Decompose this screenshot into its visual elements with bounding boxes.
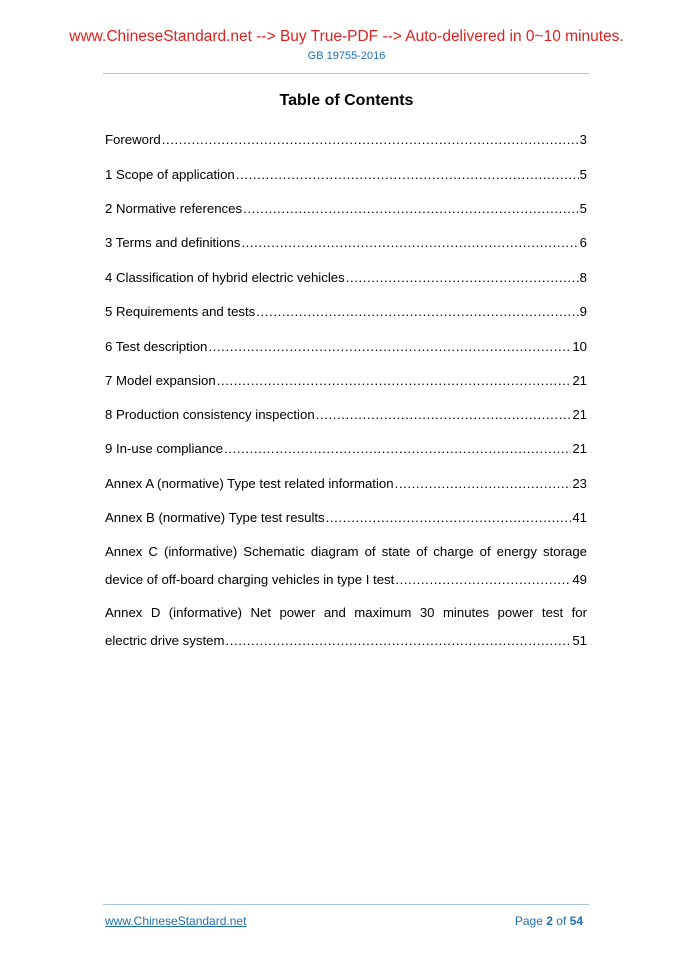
toc-entry-text: Annex B (normative) Type test results xyxy=(105,510,325,525)
page-number xyxy=(515,914,583,928)
toc-entry-page: 21 xyxy=(572,441,587,456)
toc-leader-dots xyxy=(395,570,571,590)
toc-entry-page: 49 xyxy=(572,572,587,587)
toc-entry-page: 6 xyxy=(579,235,587,250)
toc-entry-text: 1 Scope of application xyxy=(105,167,235,182)
document-id: GB 19755-2016 xyxy=(307,50,386,62)
toc-entry-page: 23 xyxy=(572,476,587,491)
toc-entry-text: 3 Terms and definitions xyxy=(105,235,241,250)
toc-entry-page: 41 xyxy=(572,510,587,525)
toc-leader-dots xyxy=(346,268,579,288)
toc-entry-text: 7 Model expansion xyxy=(105,373,216,388)
toc-leader-dots xyxy=(256,302,578,322)
page-total: 54 xyxy=(569,914,583,928)
toc-entry-in-use-compliance[interactable] xyxy=(105,439,587,459)
toc-entry-page: 8 xyxy=(579,270,587,285)
toc-entry-annex-a[interactable] xyxy=(105,474,587,494)
toc-entry-text: electric drive system xyxy=(105,633,225,648)
toc-entry-model-expansion[interactable] xyxy=(105,371,587,391)
toc-entry-text: 9 In-use compliance xyxy=(105,441,224,456)
header-divider xyxy=(103,73,589,74)
toc-leader-dots xyxy=(162,130,579,150)
toc-leader-dots xyxy=(316,405,572,425)
toc-leader-dots xyxy=(241,233,578,253)
toc-entry-page: 9 xyxy=(579,304,587,319)
toc-entry-scope[interactable] xyxy=(105,165,587,185)
toc-entry-terms-definitions[interactable] xyxy=(105,233,587,253)
toc-entry-text: 2 Normative references xyxy=(105,201,243,216)
toc-leader-dots xyxy=(243,199,579,219)
toc-entry-page: 5 xyxy=(579,201,587,216)
toc-leader-dots xyxy=(395,474,572,494)
toc-leader-dots xyxy=(326,508,572,528)
toc-leader-dots xyxy=(208,337,571,357)
toc-entry-annex-d[interactable] xyxy=(105,631,587,651)
toc-entry-text: 8 Production consistency inspection xyxy=(105,407,315,422)
page-title: Table of Contents xyxy=(279,92,414,109)
toc-leader-dots xyxy=(225,631,571,651)
site-banner[interactable]: www.ChineseStandard.net --> Buy True-PDF --> Auto-delivered in 0~10 minutes. xyxy=(69,28,624,45)
toc-entry-text: 6 Test description xyxy=(105,339,208,354)
toc-entry-text: Annex A (normative) Type test related information xyxy=(105,476,394,491)
toc-entry-test-description[interactable] xyxy=(105,337,587,357)
toc-entry-production-consistency[interactable] xyxy=(105,405,587,425)
toc-entry-annex-d-line1[interactable]: Annex D (informative) Net power and maximum 30 minutes power test for xyxy=(105,605,587,620)
toc-entry-foreword[interactable] xyxy=(105,130,587,150)
toc-entry-annex-b[interactable] xyxy=(105,508,587,528)
toc-entry-page: 3 xyxy=(579,132,587,147)
toc-entry-page: 5 xyxy=(579,167,587,182)
toc-entry-text: 4 Classification of hybrid electric vehicles xyxy=(105,270,345,285)
toc-leader-dots xyxy=(217,371,572,391)
page-prefix: Page xyxy=(514,914,543,928)
footer-divider xyxy=(103,904,589,905)
toc-entry-annex-c[interactable] xyxy=(105,570,587,590)
toc-entry-annex-c-line1[interactable]: Annex C (informative) Schematic diagram of state of charge of energy storage xyxy=(105,544,587,559)
toc-leader-dots xyxy=(224,439,571,459)
toc-entry-page: 51 xyxy=(572,633,587,648)
toc-entry-text: device of off-board charging vehicles in type I test xyxy=(105,572,395,587)
toc-entry-page: 10 xyxy=(572,339,587,354)
toc-entry-page: 21 xyxy=(572,407,587,422)
toc-entry-text: 5 Requirements and tests xyxy=(105,304,256,319)
toc-entry-classification[interactable] xyxy=(105,268,587,288)
toc-entry-normative-references[interactable] xyxy=(105,199,587,219)
page-of: of xyxy=(556,914,567,928)
footer-site-link[interactable]: www.ChineseStandard.net xyxy=(105,914,247,928)
toc-entry-text: Foreword xyxy=(105,132,161,147)
toc-entry-page: 21 xyxy=(572,373,587,388)
toc-leader-dots xyxy=(236,165,579,185)
page-current: 2 xyxy=(546,914,553,928)
toc-entry-requirements-tests[interactable] xyxy=(105,302,587,322)
